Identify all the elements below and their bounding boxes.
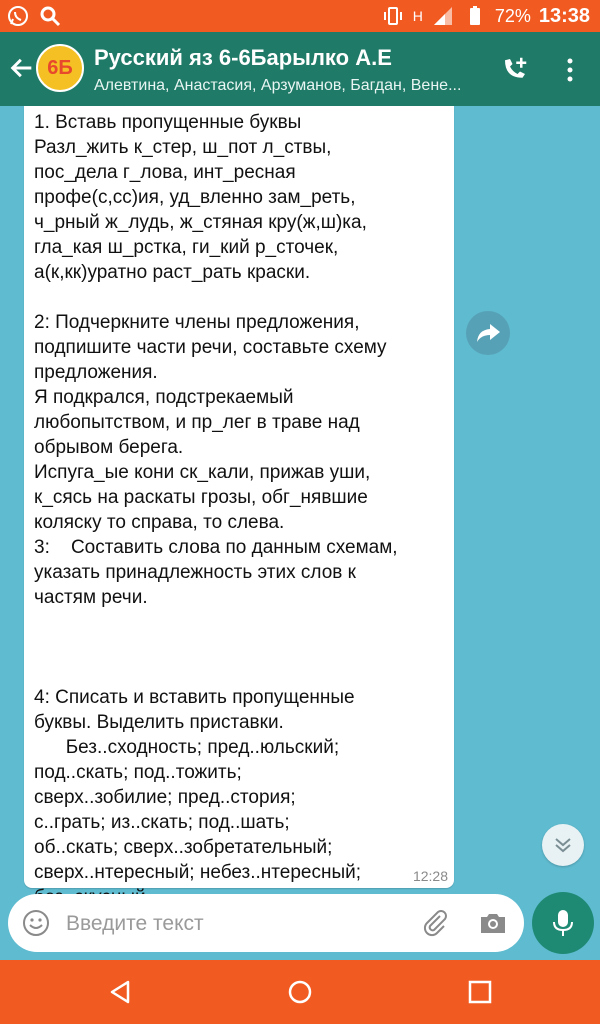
back-arrow-icon[interactable] (8, 54, 36, 82)
battery-icon (463, 4, 487, 28)
forward-button[interactable] (466, 311, 510, 355)
add-call-icon[interactable] (500, 54, 530, 84)
microphone-icon (550, 908, 576, 938)
network-type: H (412, 8, 423, 24)
more-options-icon[interactable] (562, 56, 578, 84)
status-bar (0, 0, 600, 32)
chat-title[interactable]: Русский яз 6-6Барылко А.Е (94, 45, 392, 70)
message-time: 12:28 (412, 868, 448, 884)
search-icon (38, 4, 62, 28)
voice-message-button[interactable] (532, 892, 594, 954)
forward-icon (475, 322, 501, 344)
chat-header (0, 32, 600, 106)
signal-icon (431, 4, 455, 28)
battery-percent: 72% (494, 5, 531, 26)
clock: 13:38 (538, 4, 590, 27)
group-avatar[interactable] (36, 44, 84, 92)
back-nav-icon[interactable] (106, 978, 134, 1006)
message-input-bar (8, 894, 524, 952)
attach-icon[interactable] (420, 908, 450, 938)
home-nav-icon[interactable] (286, 978, 314, 1006)
vibrate-icon (381, 4, 405, 28)
message-text: 1. Вставь пропущенные буквы Разл_жить к_стер, ш_пот л_ствы, пос_дела г_лова, инт_ресная профе(с,сс)ия, уд_вленно зам_реть, ч_рный ж_лудь, ж_стяная кру(ж,ш)ка, гла_кая ш_рстка, ги_кий р_сточек, а(к,кк)уратно раст_рать краски. 2: Подчеркните члены предложения, подпишите части речи, составьте схему предложения. Я подкрался, подстрекаемый любопытством, и пр_лег в траве над обрывом берега. Испуга_ые кони ск_кали, прижав уши, к_сясь на раскаты грозы, обг_нявшие коляску то справа, то слева. 3: Составить слова по данным схемам, указать принадлежность этих слов к частям речи. 4: Списать и вставить пропущенные буквы. Выделить приставки. Без..сходность; пред..юльский; под..скать; под..тожить; сверх..зобилие; пред..стория; с..грать; из..скать; под..шать; об..скать; сверх..зобретательный; сверх..нтересный; небез..нтересный; (34, 112, 398, 883)
avatar-text: 6Б (47, 56, 73, 79)
chat-participants[interactable]: Алевтина, Анастасия, Арзуманов, Багдан, Вене... (94, 77, 462, 94)
camera-icon[interactable] (478, 908, 508, 938)
navigation-bar (0, 960, 600, 1024)
recent-apps-icon[interactable] (466, 978, 494, 1006)
double-chevron-down-icon (553, 835, 573, 855)
message-bubble[interactable] (24, 106, 454, 888)
emoji-icon[interactable] (22, 909, 50, 937)
message-input[interactable] (64, 906, 398, 942)
scroll-down-button[interactable] (542, 824, 584, 866)
whatsapp-icon (6, 4, 30, 28)
